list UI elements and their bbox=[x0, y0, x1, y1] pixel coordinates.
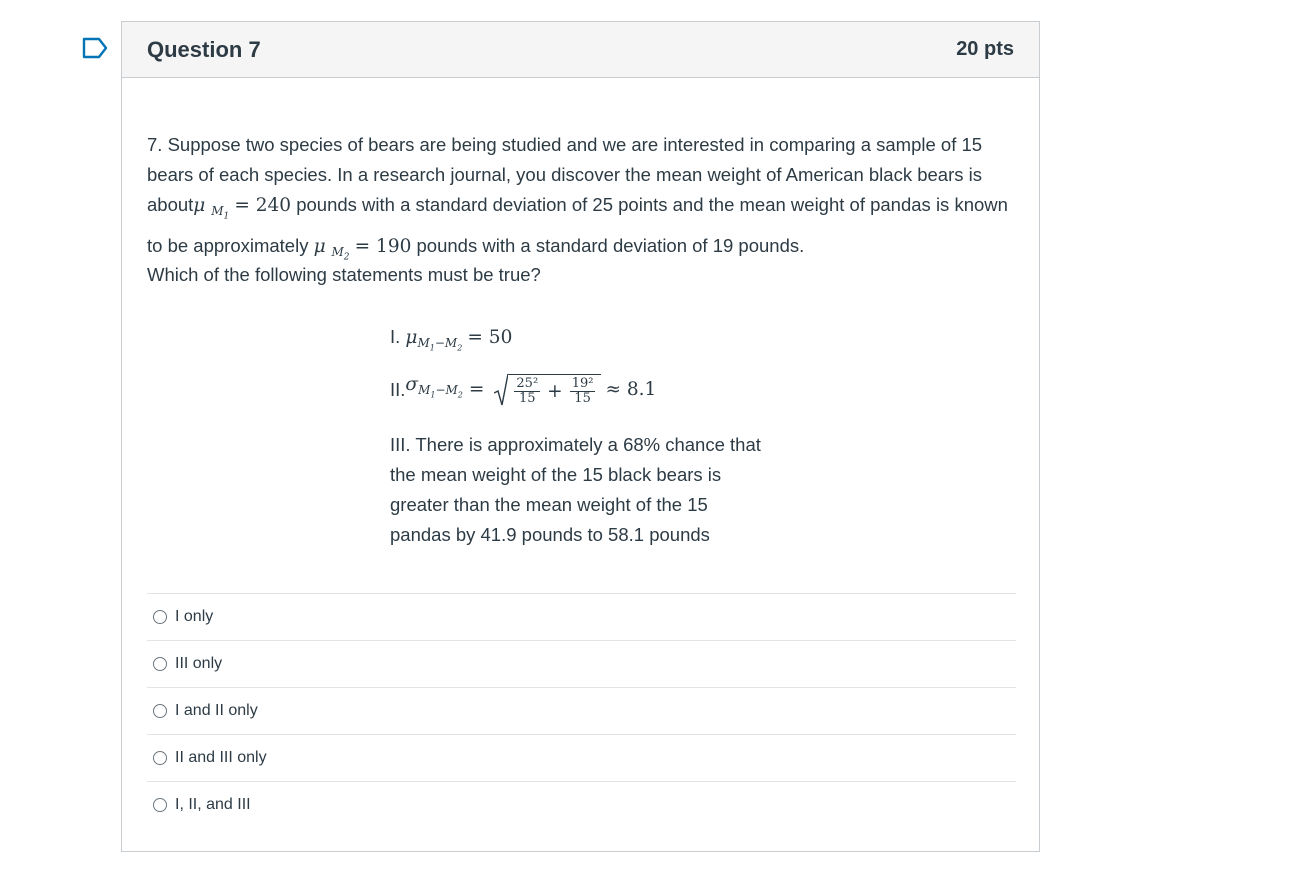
question-title: Question 7 bbox=[147, 36, 261, 62]
flag-question-icon[interactable] bbox=[82, 37, 108, 59]
mu-m1-symbol: μ $_{M_1}$ bbox=[193, 195, 230, 222]
answer-option[interactable]: III only bbox=[147, 640, 1016, 687]
statement-2: II. $\sigma_{M_1-M_2}$ = $\frac{\text{25²}}{15}$ + $\frac{\text{19²}}{15}$ ≈ 8.1 bbox=[390, 373, 657, 406]
statement-3: III. There is approximately a 68% chance that the mean weight of the 15 black bears is greater than the mean weight of the 15 pandas by 41.9 pounds to 58.1 pounds bbox=[390, 434, 761, 545]
question-card bbox=[121, 21, 1040, 852]
radio-button[interactable] bbox=[153, 657, 167, 671]
question-text-part3: pounds with a standard deviation of 19 pounds. bbox=[411, 235, 805, 257]
radio-button[interactable] bbox=[153, 798, 167, 812]
question-text-part2: pounds with a standard deviation of 25 points and the mean weight of pandas is known to be approximately bbox=[147, 194, 1008, 257]
answer-list bbox=[147, 593, 1016, 828]
radio-button[interactable] bbox=[153, 610, 167, 624]
answer-option[interactable]: I and II only bbox=[147, 687, 1016, 734]
answer-option[interactable]: II and III only bbox=[147, 734, 1016, 781]
mu-m2-value: = 190 bbox=[354, 236, 412, 258]
statement-2-value: ≈ 8.1 bbox=[605, 379, 657, 400]
radio-button[interactable] bbox=[153, 704, 167, 718]
statements-block bbox=[390, 322, 810, 550]
question-points: 20 pts bbox=[956, 38, 1014, 60]
mu-m2-symbol: μ $_{M_2}$ bbox=[313, 236, 350, 263]
sqrt-expression: $\frac{\text{25²}}{15}$ + $\frac{\text{19²}}{15}$ bbox=[494, 373, 601, 407]
answer-option[interactable]: I only bbox=[147, 593, 1016, 640]
radio-button[interactable] bbox=[153, 751, 167, 765]
mu-m1-value: = 240 bbox=[234, 195, 292, 216]
question-header bbox=[122, 22, 1039, 78]
statement-1-value: = 50 bbox=[467, 327, 513, 348]
answer-option[interactable]: I, II, and III bbox=[147, 781, 1016, 828]
statement-1: I. $\mu_{M_1-M_2} = 50$ bbox=[390, 326, 513, 353]
question-text-part1: 7. Suppose two species of bears are being studied and we are interested in comparing a sample of 15 bears of each species. In a research journal, you discover the mean weight of American black bears is about bbox=[147, 134, 983, 215]
question-prompt: Which of the following statements must be true? bbox=[147, 264, 541, 285]
question-text bbox=[147, 130, 1017, 273]
sqrt-icon bbox=[494, 373, 508, 407]
